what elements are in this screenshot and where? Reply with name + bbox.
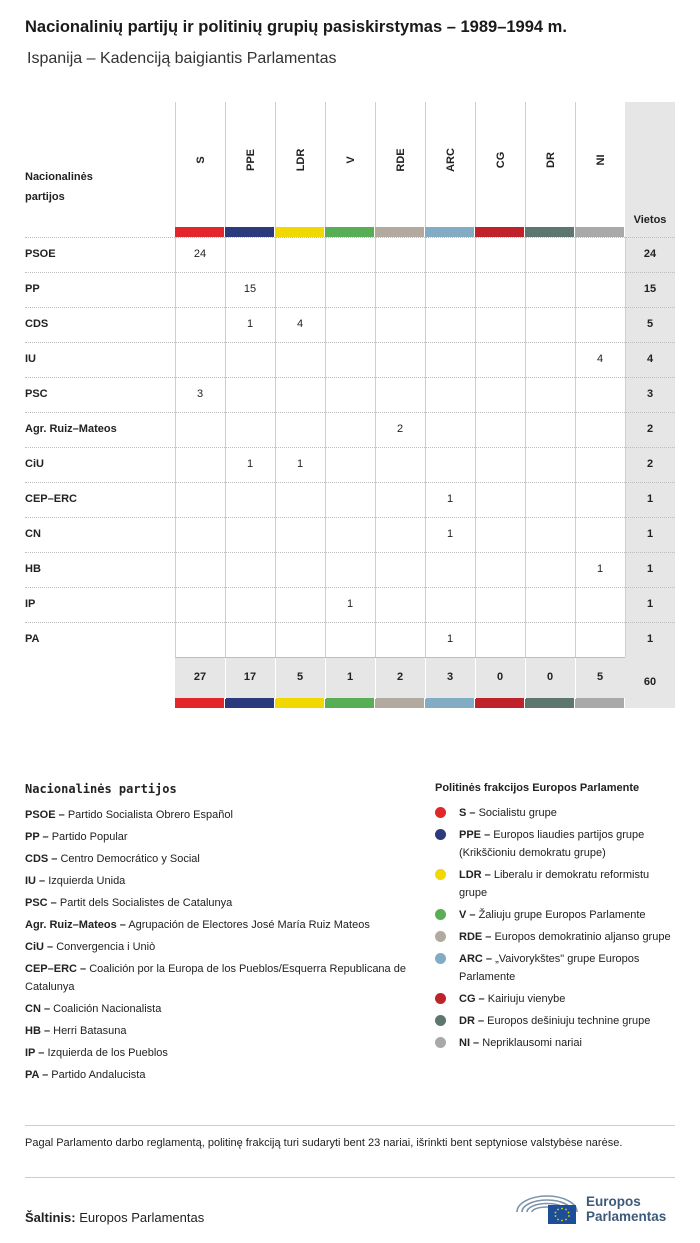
- group-legend-item: [435, 866, 680, 902]
- group-column-header: [425, 102, 475, 227]
- table-row: [25, 272, 675, 307]
- group-color-bar: [325, 698, 374, 708]
- source-line: [25, 1210, 204, 1225]
- party-legend-item: [25, 1022, 415, 1040]
- party-total-cell: 1: [646, 528, 654, 540]
- group-color-dot: [435, 829, 446, 840]
- group-color-bar: [175, 698, 224, 708]
- party-name: IU: [25, 353, 36, 365]
- group-legend-item: [435, 950, 680, 986]
- group-abbr: LDR –: [459, 869, 491, 881]
- party-abbr: IP –: [25, 1047, 45, 1059]
- table-row: [25, 552, 675, 587]
- group-color-bar: [475, 227, 524, 237]
- group-color-dot: [435, 953, 446, 964]
- party-legend-item: [25, 850, 415, 868]
- party-legend-item: [25, 1044, 415, 1062]
- group-color-bar: [575, 227, 624, 237]
- party-abbr: PA –: [25, 1069, 49, 1081]
- seats-header: Vietos: [633, 214, 667, 226]
- group-column-header: [275, 102, 325, 227]
- seat-count-cell: 1: [296, 458, 304, 470]
- table-row: [25, 377, 675, 412]
- group-code-label: DR: [544, 152, 557, 168]
- column-divider: [225, 658, 226, 699]
- party-full-name: Herri Batasuna: [53, 1025, 127, 1037]
- table-row: [25, 447, 675, 482]
- party-full-name: Coalición Nacionalista: [53, 1003, 162, 1015]
- seat-count-cell: 1: [446, 633, 454, 645]
- table-row: [25, 412, 675, 447]
- seat-count-cell: 2: [396, 423, 404, 435]
- group-column-header: [475, 102, 525, 227]
- party-legend-item: [25, 1000, 415, 1018]
- column-divider: [425, 658, 426, 699]
- table-row: [25, 622, 675, 657]
- party-name: CEP–ERC: [25, 493, 77, 505]
- group-color-dot: [435, 931, 446, 942]
- party-name: CDS: [25, 318, 49, 330]
- party-abbr: Agr. Ruiz–Mateos –: [25, 919, 126, 931]
- table-row: [25, 237, 675, 272]
- group-column-header: [225, 102, 275, 227]
- column-divider: [375, 658, 376, 699]
- page-title: Nacionalinių partijų ir politinių grupių pasiskirstymas – 1989–1994 m.: [25, 18, 567, 36]
- group-color-dot: [435, 807, 446, 818]
- party-abbr: HB –: [25, 1025, 51, 1037]
- party-total-cell: 1: [646, 493, 654, 505]
- party-name: PSC: [25, 388, 48, 400]
- group-abbr: PPE –: [459, 829, 491, 841]
- seat-count-cell: 1: [596, 563, 604, 575]
- group-total-cell: 2: [396, 671, 404, 683]
- group-total-cell: 5: [296, 671, 304, 683]
- party-full-name: Izquierda de los Pueblos: [47, 1047, 168, 1059]
- party-name: HB: [25, 563, 41, 575]
- seat-count-cell: 1: [246, 458, 254, 470]
- group-full-name: Europos liaudies partijos grupe (Krikščioniu demokratu grupe): [459, 829, 645, 859]
- group-total-cell: 0: [546, 671, 554, 683]
- party-total-cell: 24: [643, 248, 657, 260]
- group-total-cell: 17: [243, 671, 257, 683]
- political-groups-legend: [435, 782, 680, 1056]
- party-total-cell: 2: [646, 423, 654, 435]
- party-name: PP: [25, 283, 40, 295]
- seat-count-cell: 1: [446, 528, 454, 540]
- group-color-bar: [225, 227, 274, 237]
- group-column-header: [525, 102, 575, 227]
- group-legend-item: [435, 826, 680, 862]
- national-parties-legend: [25, 782, 415, 1088]
- group-color-dot: [435, 1015, 446, 1026]
- table-row: [25, 517, 675, 552]
- group-legend-item: [435, 1012, 680, 1030]
- group-full-name: Europos demokratinio aljanso grupe: [494, 931, 671, 943]
- logo-text-line2: Parlamentas: [586, 1209, 667, 1224]
- group-code-label: ARC: [444, 148, 457, 172]
- group-color-bar: [225, 698, 274, 708]
- group-color-dot: [435, 993, 446, 1004]
- group-color-bar: [375, 698, 424, 708]
- table-row: [25, 307, 675, 342]
- party-full-name: Partido Socialista Obrero Español: [67, 809, 233, 821]
- party-abbr: IU –: [25, 875, 46, 887]
- column-divider: [525, 658, 526, 699]
- group-full-name: Liberalu ir demokratu reformistu grupe: [459, 869, 650, 899]
- party-abbr: CiU –: [25, 941, 54, 953]
- party-full-name: Centro Democrático y Social: [60, 853, 200, 865]
- party-total-cell: 1: [646, 563, 654, 575]
- party-full-name: Partido Andalucista: [51, 1069, 146, 1081]
- group-column-header: [575, 102, 625, 227]
- group-code-label: CG: [494, 151, 507, 169]
- group-column-header: [375, 102, 425, 227]
- party-total-cell: 3: [646, 388, 654, 400]
- national-parties-legend-heading: Nacionalinės partijos: [25, 782, 177, 796]
- group-color-bar: [575, 698, 624, 708]
- group-full-name: Žaliuju grupe Europos Parlamente: [478, 909, 646, 921]
- group-color-dot: [435, 909, 446, 920]
- group-full-name: Europos dešiniuju technine grupe: [487, 1015, 651, 1027]
- group-abbr: CG –: [459, 993, 485, 1005]
- party-full-name: Convergencia i Uniò: [56, 941, 156, 953]
- group-legend-item: [435, 928, 680, 946]
- party-full-name: Partido Popular: [51, 831, 128, 843]
- seat-count-cell: 3: [196, 388, 204, 400]
- divider: [25, 1125, 675, 1126]
- group-full-name: Nepriklausomi nariai: [482, 1037, 582, 1049]
- group-total-cell: 3: [446, 671, 454, 683]
- party-name: CiU: [25, 458, 44, 470]
- party-name: Agr. Ruiz–Mateos: [25, 423, 117, 435]
- party-full-name: Izquierda Unida: [48, 875, 126, 887]
- group-color-bar: [275, 698, 324, 708]
- party-name: IP: [25, 598, 36, 610]
- group-column-header: [175, 102, 225, 227]
- group-abbr: ARC –: [459, 953, 493, 965]
- group-color-bar: [425, 227, 474, 237]
- seat-count-cell: 4: [596, 353, 604, 365]
- party-name: PSOE: [25, 248, 56, 260]
- group-abbr: RDE –: [459, 931, 492, 943]
- column-divider: [325, 658, 326, 699]
- group-color-bar: [175, 227, 224, 237]
- group-total-cell: 1: [346, 671, 354, 683]
- party-abbr: PSC –: [25, 897, 57, 909]
- seat-count-cell: 1: [346, 598, 354, 610]
- group-column-header: [325, 102, 375, 227]
- table-row: [25, 342, 675, 377]
- party-legend-item: [25, 916, 415, 934]
- party-total-cell: 4: [646, 353, 654, 365]
- column-divider: [275, 658, 276, 699]
- parliament-emblem-icon: [514, 1188, 580, 1228]
- group-abbr: NI –: [459, 1037, 480, 1049]
- group-total-cell: 27: [193, 671, 207, 683]
- party-total-cell: 5: [646, 318, 654, 330]
- source-value: Europos Parlamentas: [79, 1210, 205, 1225]
- party-legend-item: [25, 1066, 415, 1084]
- column-divider: [475, 658, 476, 699]
- seat-count-cell: 24: [193, 248, 207, 260]
- party-legend-item: [25, 938, 415, 956]
- group-total-cell: 5: [596, 671, 604, 683]
- party-legend-item: [25, 894, 415, 912]
- party-name: PA: [25, 633, 40, 645]
- group-legend-item: [435, 906, 680, 924]
- divider: [25, 1177, 675, 1178]
- european-parliament-logo: [514, 1188, 679, 1228]
- party-abbr: CDS –: [25, 853, 58, 865]
- party-abbr: PP –: [25, 831, 49, 843]
- group-color-bar: [275, 227, 324, 237]
- party-abbr: CN –: [25, 1003, 51, 1015]
- party-full-name: Coalición por la Europa de los Pueblos/Esquerra Republicana de Catalunya: [25, 963, 406, 993]
- group-code-label: NI: [594, 154, 607, 166]
- group-abbr: V –: [459, 909, 476, 921]
- party-legend-item: [25, 828, 415, 846]
- group-code-label: V: [344, 156, 357, 164]
- group-legend-item: [435, 990, 680, 1008]
- group-abbr: S –: [459, 807, 476, 819]
- group-code-label: RDE: [394, 148, 407, 172]
- group-totals-row: [175, 657, 625, 698]
- party-abbr: CEP–ERC –: [25, 963, 87, 975]
- group-color-dot: [435, 869, 446, 880]
- party-full-name: Partit dels Socialistes de Catalunya: [59, 897, 233, 909]
- group-legend-item: [435, 804, 680, 822]
- group-color-dot: [435, 1037, 446, 1048]
- group-full-name: Kairiuju vienybe: [487, 993, 566, 1005]
- political-groups-legend-heading: Politinės frakcijos Europos Parlamente: [435, 782, 640, 794]
- party-legend-item: [25, 872, 415, 890]
- column-divider: [575, 658, 576, 699]
- party-total-cell: 1: [646, 598, 654, 610]
- group-abbr: DR –: [459, 1015, 485, 1027]
- party-total-cell: 15: [643, 283, 657, 295]
- party-total-cell: 2: [646, 458, 654, 470]
- group-code-label: PPE: [244, 148, 257, 172]
- party-legend-item: [25, 806, 415, 824]
- seat-count-cell: 1: [446, 493, 454, 505]
- group-color-bar: [525, 698, 574, 708]
- group-color-bar: [425, 698, 474, 708]
- group-color-bar: [475, 698, 524, 708]
- group-total-cell: 0: [496, 671, 504, 683]
- source-label: Šaltinis:: [25, 1210, 76, 1225]
- party-abbr: PSOE –: [25, 809, 65, 821]
- national-parties-header: Nacionalinės partijos: [25, 171, 93, 203]
- seat-count-cell: 1: [246, 318, 254, 330]
- group-code-label: LDR: [294, 148, 307, 172]
- group-color-bar: [375, 227, 424, 237]
- footnote: Pagal Parlamento darbo reglamentą, politinę frakciją turi sudaryti bent 23 nariai, išrinkti bent septyniose valstybėse narėse.: [25, 1137, 623, 1149]
- group-code-label: S: [194, 156, 207, 164]
- party-name: CN: [25, 528, 41, 540]
- logo-text-line1: Europos: [586, 1194, 641, 1209]
- seat-count-cell: 4: [296, 318, 304, 330]
- party-full-name: Agrupación de Electores José María Ruiz Mateos: [128, 919, 370, 931]
- page-subtitle: Ispanija – Kadenciją baigiantis Parlamentas: [27, 50, 337, 67]
- group-legend-item: [435, 1034, 680, 1052]
- party-legend-item: [25, 960, 415, 996]
- group-full-name: Socialistu grupe: [478, 807, 557, 819]
- party-total-cell: 1: [646, 633, 654, 645]
- table-row: [25, 587, 675, 622]
- group-full-name: „Vaivorykštes" grupe Europos Parlamente: [459, 953, 640, 983]
- table-row: [25, 482, 675, 517]
- grand-total-cell: 60: [643, 676, 657, 688]
- seat-count-cell: 15: [243, 283, 257, 295]
- group-color-bar: [325, 227, 374, 237]
- group-color-bar: [525, 227, 574, 237]
